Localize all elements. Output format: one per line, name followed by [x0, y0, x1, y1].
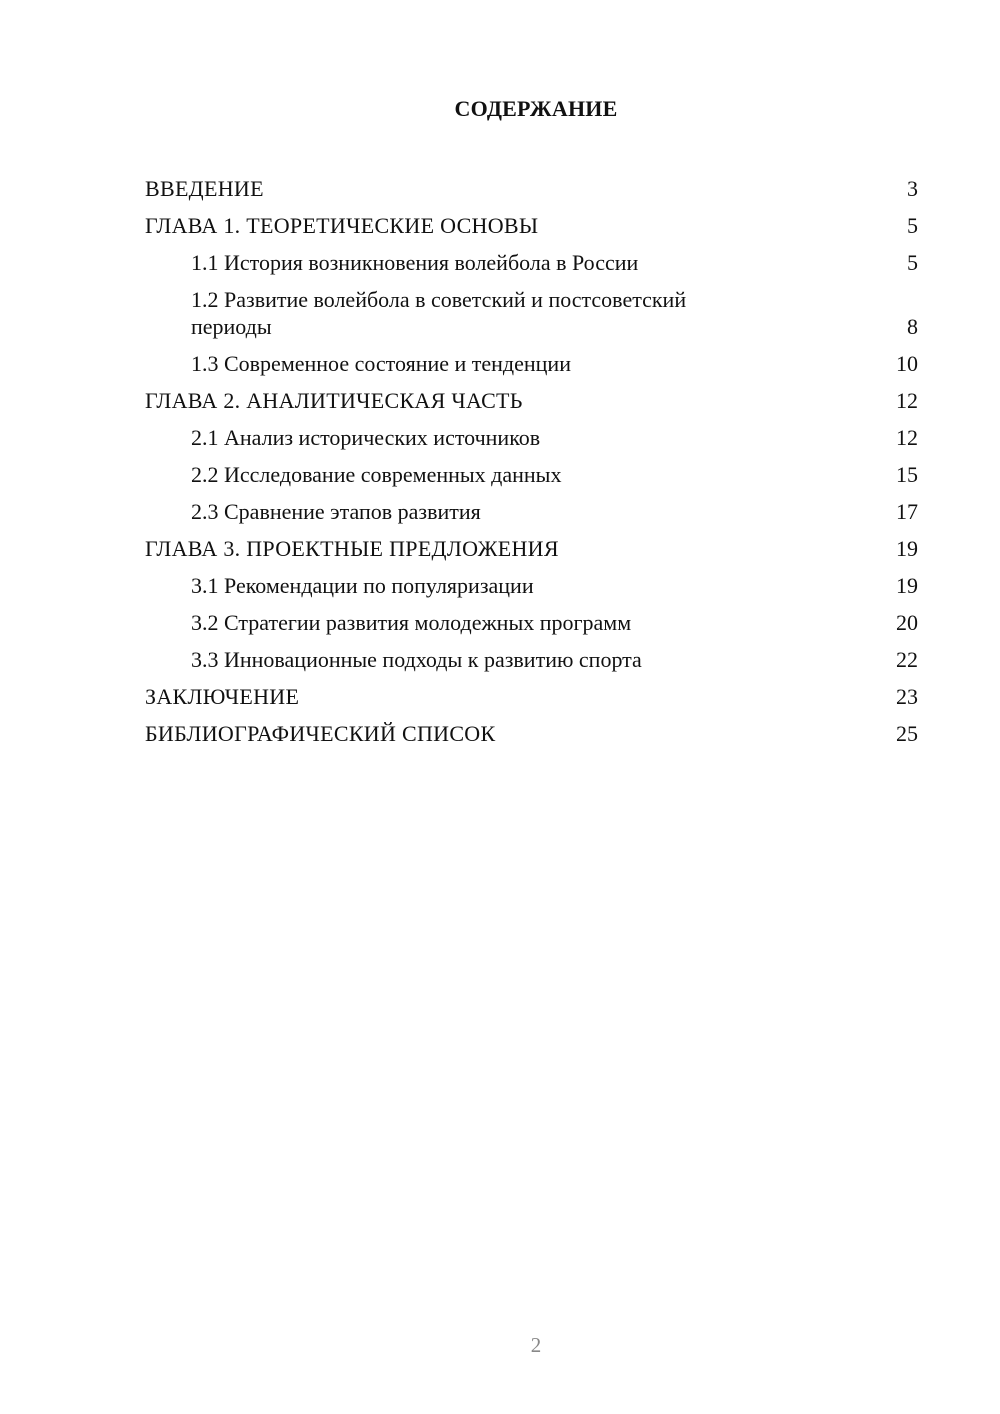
toc-entry-section-3-2 [145, 604, 918, 641]
toc-entry-section-2-2 [145, 456, 918, 493]
toc-entry-page: 17 [896, 499, 918, 524]
toc-entry-text: 3.2 Стратегии развития молодежных программ [191, 610, 632, 635]
toc-entry-text: 2.2 Исследование современных данных [191, 462, 562, 487]
toc-entry-chapter-2 [145, 382, 918, 419]
toc-entry-text: ВВЕДЕНИЕ [145, 176, 264, 201]
toc-entry-text: ЗАКЛЮЧЕНИЕ [145, 684, 300, 709]
toc-title: СОДЕРЖАНИЕ [454, 96, 618, 121]
toc-entry-page: 15 [896, 462, 918, 487]
page-number: 2 [530, 1333, 542, 1357]
toc-entry-text: 1.2 Развитие волейбола в советский и постсоветский периоды [191, 287, 687, 339]
toc-entry-chapter-1 [145, 207, 918, 244]
toc-list [145, 170, 918, 752]
toc-entry-page: 19 [896, 573, 918, 598]
toc-entry-section-3-1 [145, 567, 918, 604]
toc-entry-page: 10 [896, 351, 918, 376]
toc-entry-section-1-3 [145, 345, 918, 382]
toc-entry-text: ГЛАВА 3. ПРОЕКТНЫЕ ПРЕДЛОЖЕНИЯ [145, 536, 559, 561]
toc-entry-chapter-3 [145, 530, 918, 567]
toc-entry-page: 3 [907, 176, 918, 201]
toc-entry-section-1-1 [145, 244, 918, 281]
toc-entry-page: 12 [896, 388, 918, 413]
toc-entry-text: БИБЛИОГРАФИЧЕСКИЙ СПИСОК [145, 721, 496, 746]
toc-entry-text: 2.3 Сравнение этапов развития [191, 499, 481, 524]
toc-entry-section-1-2 [145, 281, 918, 345]
toc-entry-page: 5 [907, 250, 918, 275]
toc-entry-text: 1.3 Современное состояние и тенденции [191, 351, 571, 376]
toc-entry-text: ГЛАВА 1. ТЕОРЕТИЧЕСКИЕ ОСНОВЫ [145, 213, 539, 238]
toc-entry-section-2-1 [145, 419, 918, 456]
toc-entry-page: 8 [907, 314, 918, 339]
toc-entry-conclusion [145, 678, 918, 715]
toc-entry-text: 2.1 Анализ исторических источников [191, 425, 541, 450]
toc-entry-page: 23 [896, 684, 918, 709]
toc-entry-section-2-3 [145, 493, 918, 530]
toc-entry-text: 1.1 История возникновения волейбола в России [191, 250, 639, 275]
toc-entry-section-3-3 [145, 641, 918, 678]
toc-entry-page: 19 [896, 536, 918, 561]
toc-entry-page: 22 [896, 647, 918, 672]
toc-entry-page: 25 [896, 721, 918, 746]
toc-entry-text: ГЛАВА 2. АНАЛИТИЧЕСКАЯ ЧАСТЬ [145, 388, 523, 413]
toc-entry-page: 12 [896, 425, 918, 450]
toc-entry-page: 20 [896, 610, 918, 635]
toc-entry-bibliography [145, 715, 918, 752]
toc-entry-text: 3.1 Рекомендации по популяризации [191, 573, 534, 598]
toc-entry-page: 5 [907, 213, 918, 238]
toc-entry-text: 3.3 Инновационные подходы к развитию спорта [191, 647, 642, 672]
toc-entry-introduction [145, 170, 918, 207]
